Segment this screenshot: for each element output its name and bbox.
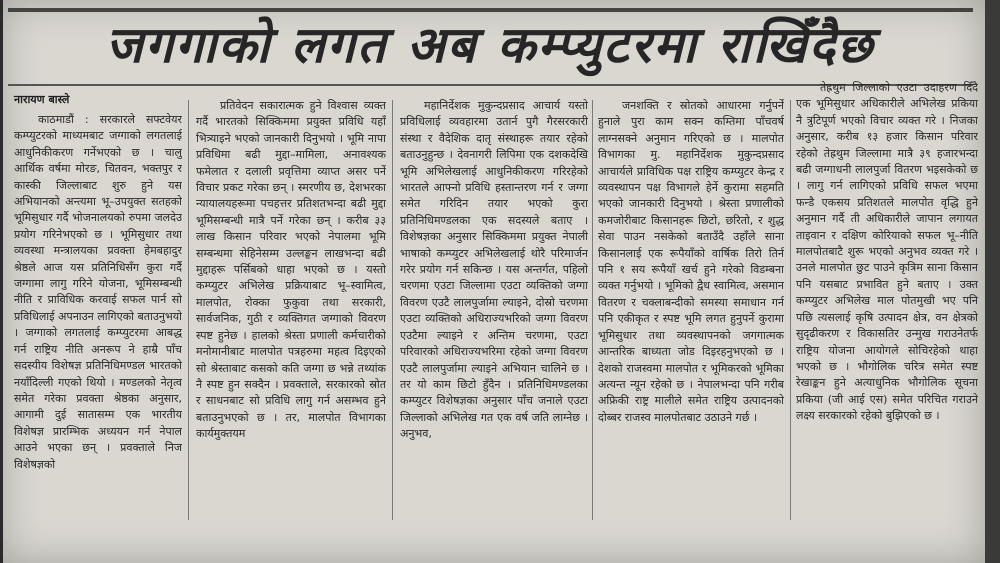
column-5-text: तेह्रथुम जिल्लाको एउटा उदाहरण दिँदै एक भूमिसुधार अधिकारीले अभिलेख प्रकिया नै त्रुटिपूर्ण भएको विचार व्यक्त गरे । निजका अनुसार, करीब १३ हजार किसान परिवार रहेको तेह्रथुम जिल्लामा मात्रै ३९ हजारभन्दा बढी जग्गाधनी लालपुर्जा वितरण भइसकेको छ । लागु गर्न लागिएको प्रविधि सफल भएमा फन्डै एकसय प्रतिशतले मालपोत वृद्धि हुने अनुमान गर्दै ती अधिकारीले जापान लगायत ताइवान र दक्षिण कोरियाको सफल भू–नीति मालपोतबाटै शुरू भएको अनुभव व्यक्त गरे । उनले मालपोत छुट पाउने कृत्रिम साना किसान पनि यसबाट प्रभावित हुने बताए । उक्त कम्प्युटर अभिलेख माल पोतमुखी भए पनि पछि त्यसलाई कृषि उत्पादन क्षेत्र, वन क्षेत्रको सुदृढीकरण र विकासतिर उन्मुख गराउनेतर्फ राष्ट्रिय योजना आयोगले सोचिरहेको थाहा भएको छ । भौगोलिक चरित्र समेत स्पष्ट रेखाङ्कन हुने अत्याधुनिक भौगोलिक सूचना प्रकिया (जी आई एस) समेत परिचित गराउने लक्ष्य सरकारको रहेको बुझिएको छ ।: [796, 81, 978, 423]
background-edge: [985, 0, 1000, 563]
column-divider: [592, 100, 593, 520]
article-column-4: [598, 98, 784, 518]
column-divider: [392, 100, 393, 520]
byline: नारायण बास्ले: [14, 93, 70, 106]
clipping-left-border: [0, 0, 3, 563]
article-column-5: [796, 80, 978, 500]
article-column-1: [14, 112, 182, 532]
article-column-3: [400, 98, 588, 518]
column-3-text: महानिर्देशक मुकुन्दप्रसाद आचार्य यस्तो प्रविधिलाई व्यवहारमा उतार्न पुगै गैरसरकारी संस्था र वैदेशिक दातृ संस्थाहरू तयार रहेको बताउनुहुन्छ । देवनागरी लिपिमा एक दशकदेखि भूमि अभिलेखलाई आधुनिकीकरण गरिरहेको भारतले आफ्नो प्रविधि हस्तान्तरण गर्न र जग्गा समेत गरिदिन तयार भएको कुरा प्रतिनिधिमण्डलका एक सदस्यले बताए । विशेषज्ञका अनुसार सिक्किममा प्रयुक्त नेपाली भाषाको कम्प्युटर अभिलेखलाई थोरै परिमार्जन गरेर प्रयोग गर्न सकिन्छ । यस अन्तर्गत, पहिलो चरणमा एउटा जिल्लामा एउटा व्यक्तिको जग्गा विवरण एउटै लालपुर्जामा ल्याइने, दोस्रो चरणमा एउटा व्यक्तिको अधिराज्यभरिको जग्गा विवरण एउटैमा ल्याइने र अन्तिम चरणमा, एउटा परिवारको अधिराज्यभरिमा रहेको जग्गा विवरण एउटै लालपुर्जामा ल्याइने अभियान चालिने छ । तर यो काम छिटो हुँदैन । प्रतिनिधिमण्डलका कम्प्युटर विशेषज्ञका अनुसार पाँच जनाले एउटा जिल्लाको अभिलेख गत एक वर्ष जति लाग्नेछ । अनुभव,: [400, 99, 588, 441]
column-1-text: काठमाडौं : सरकारले सफ्टवेयर कम्प्युटरको माध्यमबाट जग्गाको लगतलाई आधुनिकीकरण गर्नेभएको छ । चालु आर्थिक वर्षमा मोरङ, चितवन, भक्तपुर र कास्की जिल्लाबाट शुरु हुने यस अभियानको अन्त्यमा भू–उपयुक्त सतहको भूमिसुधार गर्दै भोजनालयको रुपमा जलदेउ प्रयोग गरिनेभएको छ । भूमिसुधार तथा व्यवस्था मन्त्रालयका प्रवक्ता हेमबहादुर श्रेष्ठले आज यस प्रतिनिधिसँग कुरा गर्दै जग्गामा लागु गरिने योजना, भूमिसम्बन्धी नीति र प्राविधिक करवाई सफल पार्न सो प्रविधिलाई अपनाउन लागिएको बताउनुभयो । जग्गाको लगतलाई कम्प्युटरमा आबद्ध गर्न राष्ट्रिय नीति अनरूप ने हाम्रै पाँच सदस्यीय विशेषज्ञ प्रतिनिधिमण्डल भारतको नयाँदिल्ली गएको थियो । मण्डलको नेतृत्व समेत गरेका प्रवक्ता श्रेष्ठका अनुसार, आगामी दुई सातासम्म एक भारतीय विशेषज्ञ प्रारम्भिक अध्ययन गर्न नेपाल आउने भएका छन् । प्रवक्ताले निज विशेषज्ञको: [14, 113, 182, 471]
article-column-2: [196, 98, 386, 518]
column-2-text: प्रतिवेदन सकारात्मक हुने विश्वास व्यक्त गर्दै भारतको सिक्किममा प्रयुक्त प्रविधि यहाँ भित्र्याइने भएको जानकारी दिनुभयो । भूमि नापा प्रविधिमा बढी मुद्दा–मामिला, अनावश्यक फमेलात र दलाली प्रवृत्तिमा व्याप्त असर पर्ने विचार प्रकट गरेका छन् । स्मरणीय छ, देशभरका न्यायालयहरूमा पचहत्तर प्रतिशतभन्दा बढी मुद्दा भूमिसम्बन्धी मात्रै पर्ने गरेका छन् । करीब ३३ लाख किसान परिवार भएको नेपालमा भूमि सम्बन्धमा सेहिनेसम्म उल्लङ्घन लाखभन्दा बढी मुद्दाहरू पर्सिबको धाहा भएको छ । यस्तो कम्प्युटर अभिलेख प्रक्रियाबाट भू–स्वामित्व, मालपोत, रोक्का फुकुवा तथा सरकारी, सार्वजनिक, गुठी र व्यक्तिगत जग्गाको विवरण स्पष्ट हुनेछ । हालको श्रेस्ता प्रणाली कर्मचारीको मनोमानीबाट मालपोत पत्रहरुमा महत्व दिइएको सो श्रेस्ताबाट कसको कति जग्गा छ भन्ने तथ्यांक नै स्पष्ट हुन सक्दैन । प्रवक्ताले, सरकारको स्रोत र साधनबाट सो प्रविधि लागु गर्न असम्भव हुने बताउनुभएको छ । तर, मालपोत विभागका कार्यमुक्तयम: [196, 99, 386, 441]
column-divider: [790, 100, 791, 520]
column-4-text: जनशक्ति र स्रोतको आधारमा गर्नुपर्ने हुनाले पुरा काम सक्न कम्तिमा पाँचवर्ष लाग्नसक्ने अनुमान गरिएको छ । मालपोत विभागका मु. महानिर्देशक मुकुन्दप्रसाद आचार्यले प्राविधिक पक्ष राष्ट्रिय कम्प्युटर केन्द्र र व्यवस्थापन पक्ष विभागले हेर्ने कुरामा सहमति भएको जानकारी दिनुभयो । श्रेस्ता प्रणालीको कमजोरीबाट किसानहरू छिटो, छरितो, र शुद्ध सेवा पाउन नसकेको बताउँदै उहाँले साना किसानलाई एक रूपैयाँको वार्षिक तिरो तिर्न पनि १ सय रूपैयाँ खर्च हुने गरेको विडम्बना व्यक्त गर्नुभयो । भूमिको द्वैध स्वामित्व, असमान वितरण र चक्लाबन्दीको समस्या समाधान गर्न पनि एकीकृत र स्पष्ट भूमि लगत हुनुपर्ने कुरामा भूमिसुधार तथा व्यवस्थापनको जगगात्मक आन्तरिक बाध्यता जोड दिइरहनुभएको छ । देशको राजस्वमा मालपोत र भूमिकरको भूमिका अत्यन्त न्यून रहेको छ । नेपालभन्दा पनि गरीब अफ्रिकी राष्ट्र मालीले समेत राष्ट्रिय उत्पादनको दोब्बर राजस्व मालपोतबाट उठाउने गर्छ ।: [598, 99, 784, 424]
headline: जगगाको लगत अब कम्प्युटरमा राखिँदैछ: [105, 16, 875, 74]
column-divider: [188, 100, 189, 520]
